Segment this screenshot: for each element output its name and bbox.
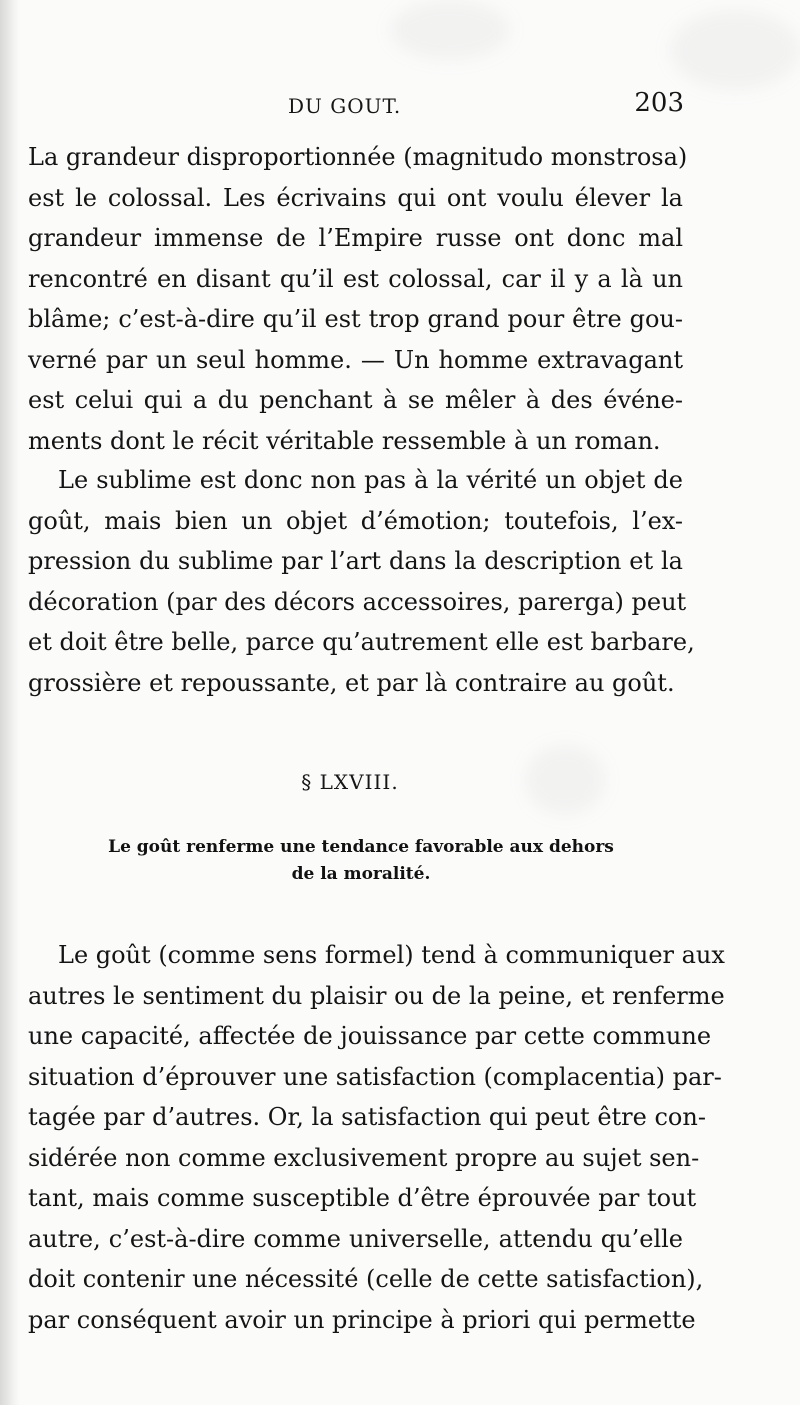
- text-line: verné par un seul homme. — Un homme extravagant: [28, 345, 683, 374]
- running-title: DU GOUT.: [288, 94, 402, 118]
- text-line: rencontré en disant qu’il est colossal, car il y a là un: [28, 264, 683, 293]
- text-line: autres le sentiment du plaisir ou de la peine, et renferme: [28, 981, 725, 1010]
- text-line: décoration (par des décors accessoires, parerga) peut: [28, 587, 687, 616]
- section-title: [36, 834, 686, 888]
- text-line: sidérée non comme exclusivement propre au sujet sen-: [28, 1143, 700, 1172]
- text-line: est celui qui a du penchant à se mêler à des événe-: [28, 386, 683, 414]
- paragraph-1: [28, 137, 688, 461]
- text-line: autre, c’est-à-dire comme universelle, attendu qu’elle: [28, 1224, 683, 1253]
- text-line: La grandeur disproportionnée (magnitudo monstrosa): [28, 143, 688, 171]
- paragraph-3: [28, 935, 725, 1340]
- section-number: § LXVIII.: [301, 770, 399, 794]
- section-title-line: de la moralité.: [291, 864, 431, 884]
- paper-stain: [390, 0, 510, 60]
- text-line: une capacité, affectée de jouissance par cette commune: [28, 1022, 712, 1050]
- page-number: 203: [634, 88, 684, 118]
- text-line: Le goût (comme sens formel) tend à communiquer aux: [58, 941, 725, 969]
- text-line: situation d’éprouver une satisfaction (complacentia) par-: [28, 1062, 722, 1091]
- paper-stain: [670, 10, 800, 90]
- text-line: Le sublime est donc non pas à la vérité un objet de: [58, 466, 683, 494]
- text-line: tant, mais comme susceptible d’être éprouvée par tout: [28, 1184, 697, 1212]
- text-line: blâme; c’est-à-dire qu’il est trop grand pour être gou-: [28, 305, 683, 333]
- text-line: doit contenir une nécessité (celle de cette satisfaction),: [28, 1265, 704, 1293]
- text-line: grossière et repoussante, et par là contraire au goût.: [28, 668, 675, 697]
- text-line: ments dont le récit véritable ressemble à un roman.: [28, 426, 661, 455]
- text-line: goût, mais bien un objet d’émotion; toutefois, l’ex-: [28, 506, 683, 535]
- section-title-line: Le goût renferme une tendance favorable aux dehors: [108, 837, 614, 857]
- binding-shadow: [0, 0, 20, 1405]
- text-line: est le colossal. Les écrivains qui ont voulu élever la: [28, 183, 683, 212]
- text-line: grandeur immense de l’Empire russe ont donc mal: [28, 224, 683, 252]
- text-line: pression du sublime par l’art dans la description et la: [28, 547, 683, 575]
- paragraph-2: [28, 460, 695, 703]
- page-header: [32, 88, 682, 128]
- text-line: et doit être belle, parce qu’autrement elle est barbare,: [28, 628, 695, 656]
- text-line: par conséquent avoir un principe à priori qui permette: [28, 1305, 696, 1334]
- text-line: tagée par d’autres. Or, la satisfaction qui peut être con-: [28, 1103, 706, 1131]
